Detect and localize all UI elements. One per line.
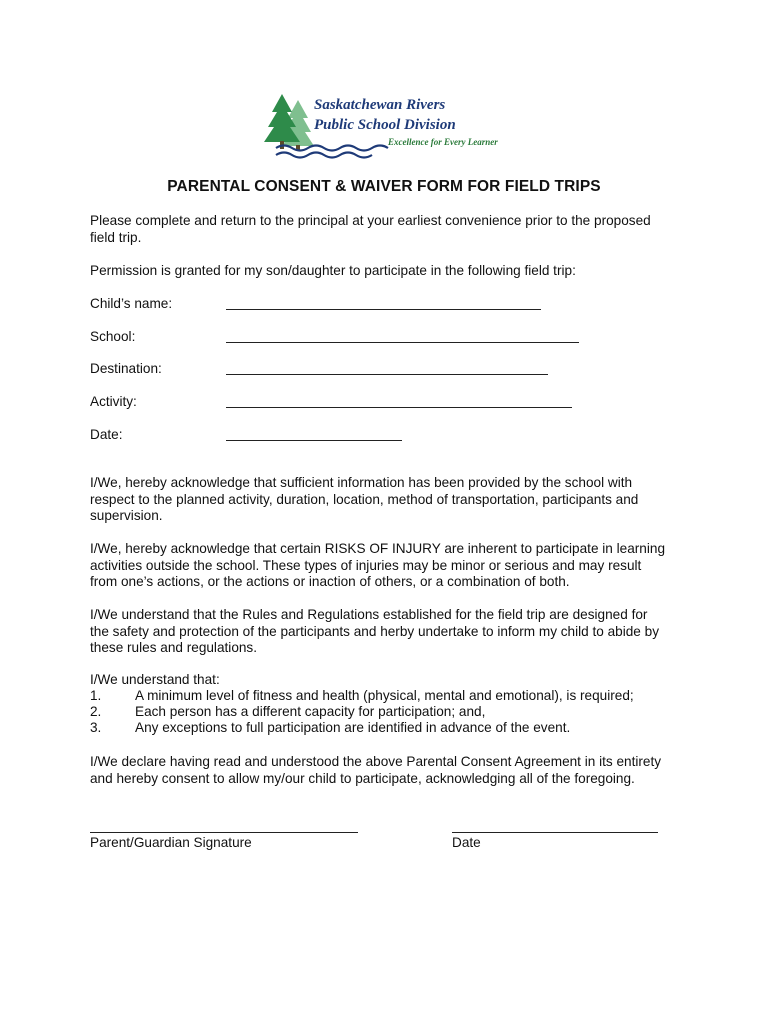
logo-tagline: Excellence for Every Learner [388,137,498,147]
declaration-paragraph: I/We declare having read and understood the above Parental Consent Agreement in its entirety and hereby consent to allow my/our child to participate, acknowledging all of the foregoing. [90,754,662,786]
school-division-logo [262,90,512,162]
school-blank[interactable] [226,342,579,343]
field-label: Destination: [90,361,162,376]
destination-blank[interactable] [226,374,548,375]
list-number: 3. [90,720,102,735]
field-label: School: [90,329,136,344]
intro-paragraph: Please complete and return to the principal at your earliest convenience prior to the proposed field trip. [90,213,651,245]
form-title: PARENTAL CONSENT & WAIVER FORM FOR FIELD TRIPS [167,178,601,195]
list-text: A minimum level of fitness and health (physical, mental and emotional), is required; [135,688,634,703]
activity-blank[interactable] [226,407,572,408]
list-number: 2. [90,704,102,719]
logo-name-line1: Saskatchewan Rivers [314,97,446,113]
acknowledgement-information: I/We, hereby acknowledge that sufficient information has been provided by the school with respect to the planned activity, duration, location, method of transportation, participants and supervision. [90,475,639,523]
field-label: Activity: [90,394,137,409]
date-blank[interactable] [226,440,402,441]
childs-name-blank[interactable] [226,309,541,310]
date-signature-line[interactable] [452,832,658,833]
understand-intro: I/We understand that: [90,672,220,687]
list-number: 1. [90,688,102,703]
logo-name-line2: Public School Division [314,117,456,133]
acknowledgement-risks: I/We, hereby acknowledge that certain RISKS OF INJURY are inherent to participate in learning activities outside the school. These types of injuries may be minor or serious and may result from one’s actions, or the actions or inaction of others, or a combination of both. [90,541,666,589]
field-label: Date: [90,427,123,442]
list-text: Any exceptions to full participation are identified in advance of the event. [135,720,571,735]
acknowledgement-rules: I/We understand that the Rules and Regulations established for the field trip are designed for the safety and protection of the participants and herby undertake to inform my child to abide by these rules and regulations. [90,607,660,655]
permission-statement: Permission is granted for my son/daughter to participate in the following field trip: [90,263,576,278]
parent-signature-line[interactable] [90,832,358,833]
list-text: Each person has a different capacity for participation; and, [135,704,486,719]
field-label: Child’s name: [90,296,173,311]
parent-signature-label: Parent/Guardian Signature [90,835,252,850]
date-signature-label: Date [452,835,481,850]
